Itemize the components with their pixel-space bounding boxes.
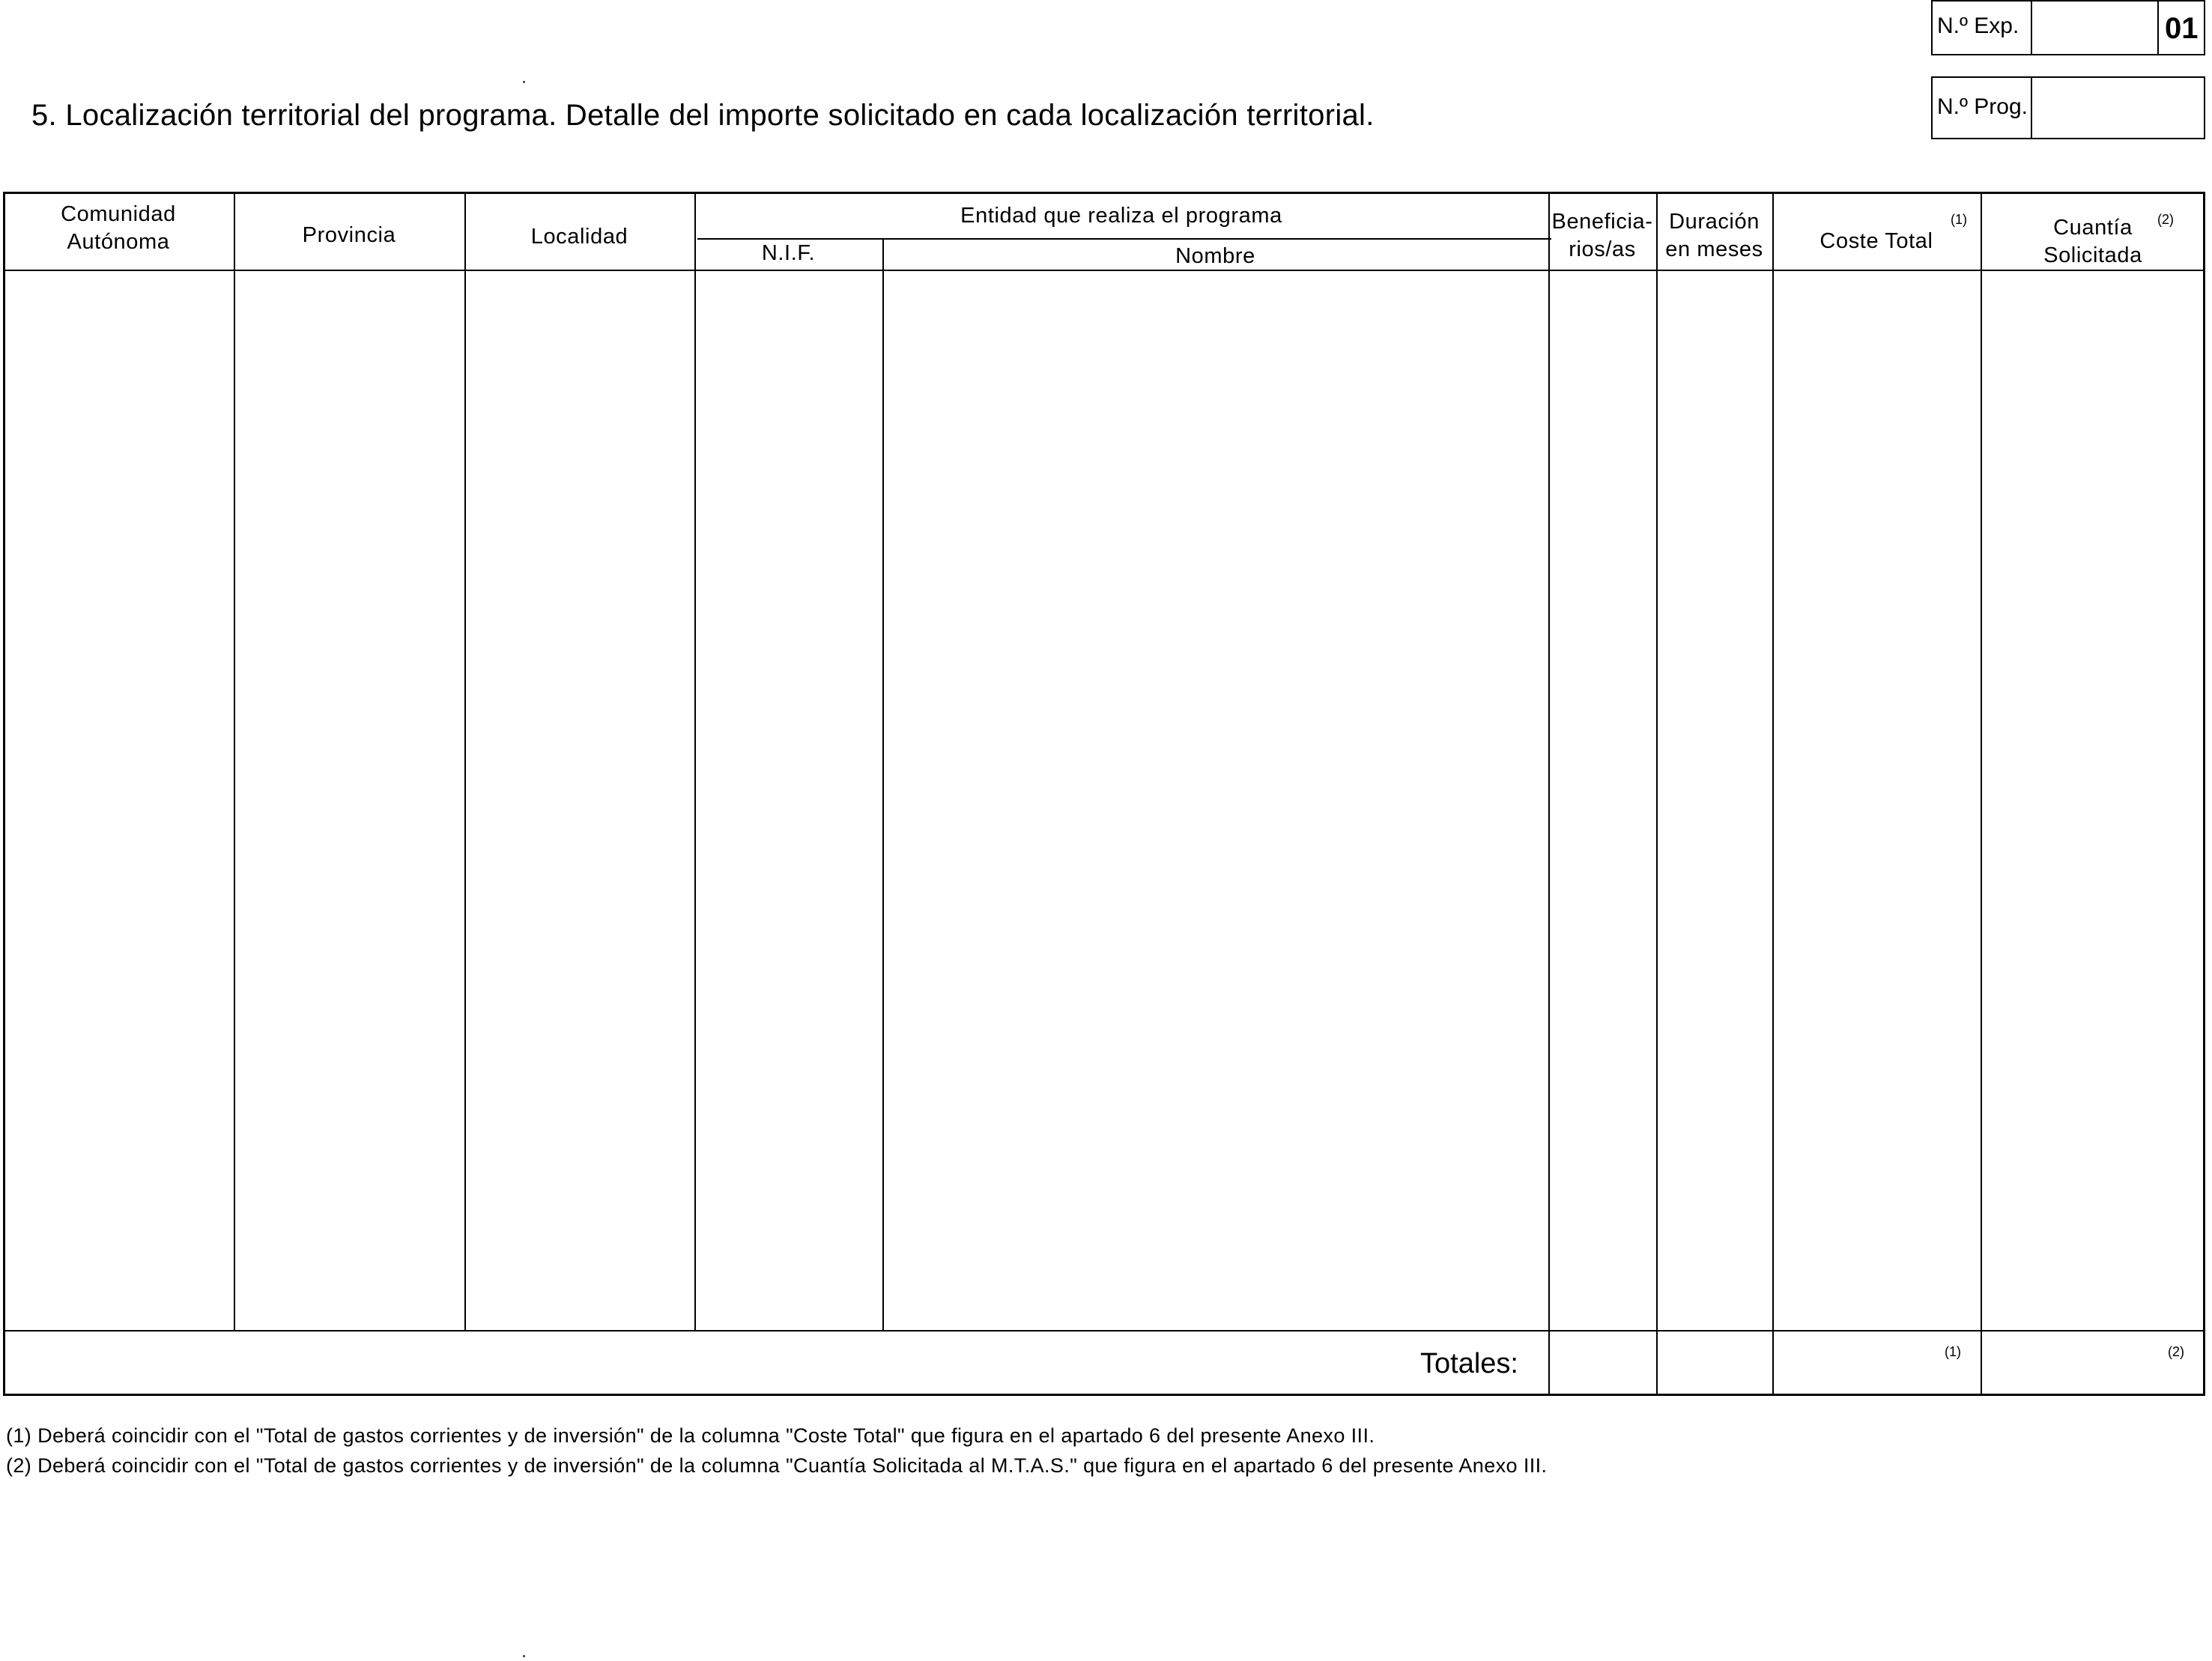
header-duracion-line1: Duración	[1669, 210, 1760, 234]
header-cuantia-line1: Cuantía	[2053, 216, 2133, 240]
col-divider-provincia	[234, 192, 235, 1330]
col-divider-beneficiarios	[1548, 192, 1550, 1396]
cell-comunidad[interactable]	[6, 273, 232, 1329]
totales-coste-note: (1)	[1945, 1344, 1961, 1359]
programa-label: N.º Prog.	[1937, 94, 2028, 119]
header-beneficiarios-line1: Beneficia-	[1551, 210, 1653, 234]
col-divider-coste	[1772, 192, 1774, 1396]
expediente-code: 01	[2165, 12, 2199, 45]
header-beneficiarios-line2: rios/as	[1569, 237, 1636, 261]
header-provincia: Provincia	[302, 223, 396, 247]
col-divider-localidad	[464, 192, 466, 1330]
header-comunidad	[3, 201, 234, 256]
col-divider-cuantia	[1981, 192, 1982, 1396]
totales-duracion-field[interactable]	[1659, 1333, 1771, 1393]
header-entidad-group: Entidad que realiza el programa	[960, 204, 1282, 228]
footnote-2: (2) Deberá coincidir con el "Total de gastos corrientes y de inversión" de la columna "Cuantía Solicitada al M.T.A.S." que figura en el apartado 6 del presente Anexo III.	[6, 1454, 1548, 1477]
header-cuantia-line2: Solicitada	[2043, 243, 2142, 267]
cell-duracion[interactable]	[1659, 273, 1771, 1329]
header-duracion	[1656, 208, 1772, 264]
cell-localidad[interactable]	[467, 273, 693, 1329]
section-title: 5. Localización territorial del programa. Detalle del importe solicitado en cada localización territorial.	[31, 99, 1375, 132]
totales-beneficiarios-field[interactable]	[1551, 1333, 1655, 1393]
expediente-label: N.º Exp.	[1937, 13, 2019, 38]
totals-separator	[3, 1330, 2205, 1331]
cell-nombre[interactable]	[885, 273, 1547, 1329]
header-nif: N.I.F.	[761, 241, 816, 265]
col-divider-duracion	[1656, 192, 1658, 1396]
header-coste: Coste Total	[1819, 229, 1933, 253]
cell-coste[interactable]	[1775, 273, 1979, 1329]
header-nombre: Nombre	[1175, 244, 1255, 268]
header-localidad: Localidad	[530, 225, 628, 249]
col-divider-nif	[694, 192, 696, 1330]
expediente-field[interactable]	[2032, 1, 2157, 54]
scan-speck	[523, 1655, 525, 1657]
programa-field[interactable]	[2032, 78, 2203, 138]
cell-beneficiarios[interactable]	[1551, 273, 1655, 1329]
expediente-code-divider	[2157, 0, 2159, 55]
col-divider-nombre	[882, 238, 884, 1330]
header-comunidad-line2: Autónoma	[67, 230, 170, 254]
totales-label: Totales:	[1420, 1348, 1518, 1379]
totales-coste-field[interactable]	[1775, 1333, 1979, 1393]
cell-cuantia[interactable]	[1984, 273, 2201, 1329]
totales-cuantia-note: (2)	[2168, 1344, 2184, 1359]
cell-provincia[interactable]	[237, 273, 463, 1329]
footnote-1: (1) Deberá coincidir con el "Total de gastos corrientes y de inversión" de la columna "Coste Total" que figura en el apartado 6 del presente Anexo III.	[6, 1424, 1375, 1447]
totales-cuantia-field[interactable]	[1984, 1333, 2201, 1393]
header-comunidad-line1: Comunidad	[61, 202, 176, 226]
header-duracion-line2: en meses	[1665, 237, 1763, 261]
header-cuantia-note: (2)	[2157, 212, 2174, 227]
header-beneficiarios	[1548, 208, 1656, 264]
cell-nif[interactable]	[697, 273, 881, 1329]
header-coste-note: (1)	[1951, 212, 1967, 227]
scan-speck	[523, 81, 525, 83]
